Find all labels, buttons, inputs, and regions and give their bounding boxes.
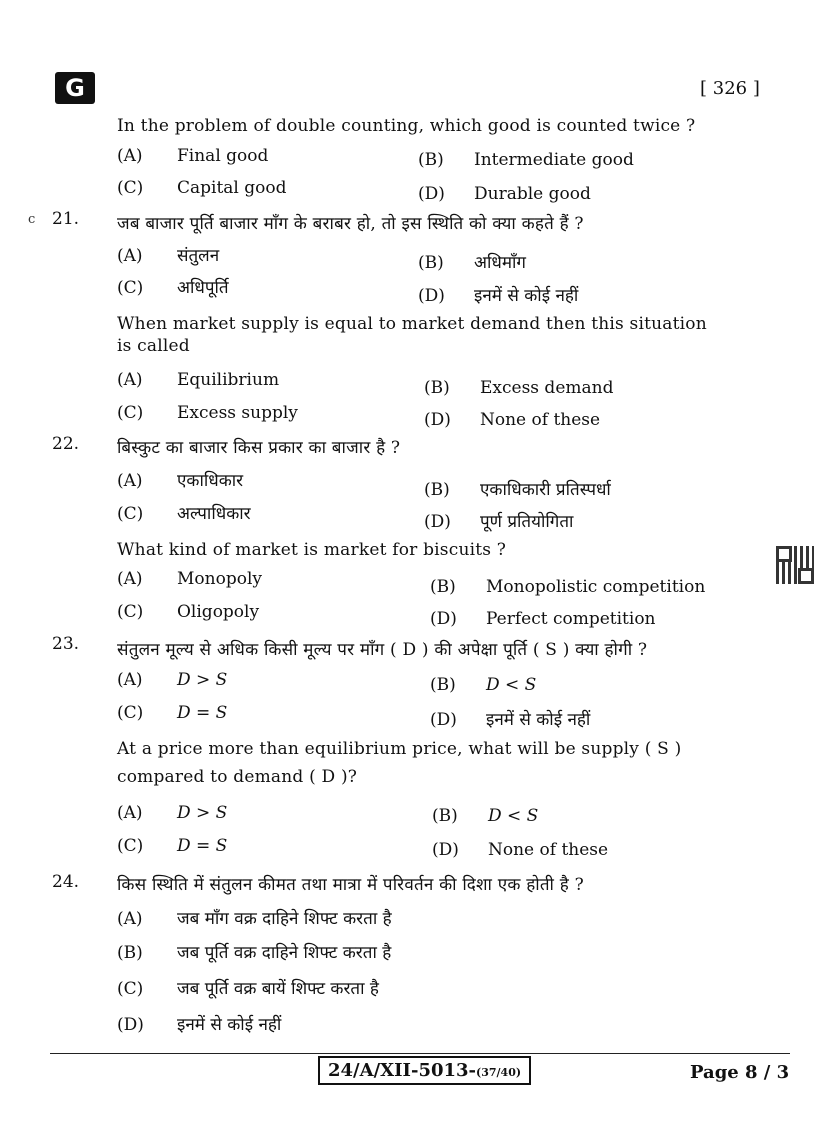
qr-code-icon xyxy=(776,546,814,584)
paper-code: 24/A/XII-5013-(37/40) xyxy=(318,1056,531,1085)
option: (C) Excess supply xyxy=(117,403,298,423)
question-text-hindi: जब बाजार पूर्ति बाजार माँग के बराबर हो, तो इस स्थिति को क्या कहते हैं ? xyxy=(117,214,584,234)
question-number: 21. xyxy=(52,209,80,229)
option: (D) पूर्ण प्रतियोगिता xyxy=(424,512,574,532)
option: (D) इनमें से कोई नहीं xyxy=(430,710,591,730)
question-text: When market supply is equal to market demand then this situation xyxy=(117,314,707,334)
option: (A) Monopoly xyxy=(117,569,262,589)
option: (C) D = S xyxy=(117,836,228,856)
option: (B) अधिमाँग xyxy=(418,253,526,273)
option: (C) D = S xyxy=(117,703,228,723)
option: (B) Intermediate good xyxy=(418,150,634,170)
question-text-hindi: किस स्थिति में संतुलन कीमत तथा मात्रा में परिवर्तन की दिशा एक होती है ? xyxy=(117,875,584,895)
option: (D) इनमें से कोई नहीं xyxy=(117,1015,282,1035)
question-text: compared to demand ( D )? xyxy=(117,767,358,787)
option: (D) None of these xyxy=(424,410,601,430)
option: (C) जब पूर्ति वक्र बायें शिफ्ट करता है xyxy=(117,979,379,999)
series-badge: G xyxy=(55,72,95,104)
option: (C) अधिपूर्ति xyxy=(117,278,229,298)
question-text: At a price more than equilibrium price, what will be supply ( S ) xyxy=(117,739,682,759)
question-number: 23. xyxy=(52,634,80,654)
question-text-hindi: बिस्कुट का बाजार किस प्रकार का बाजार है ? xyxy=(117,438,401,458)
option: (D) इनमें से कोई नहीं xyxy=(418,286,579,306)
page-number: [ 326 ] xyxy=(700,78,760,99)
option: (B) D < S xyxy=(432,806,539,826)
option: (B) Excess demand xyxy=(424,378,614,398)
option: (D) Durable good xyxy=(418,184,591,204)
question-text: In the problem of double counting, which good is counted twice ? xyxy=(117,116,696,136)
option: (A) D > S xyxy=(117,670,228,690)
question-number: 24. xyxy=(52,872,80,892)
option: (C) Oligopoly xyxy=(117,602,260,622)
option: (A) Equilibrium xyxy=(117,370,280,390)
option: (A) संतुलन xyxy=(117,246,220,266)
page-footer: Page 8 / 3 xyxy=(690,1062,790,1083)
option: (A) Final good xyxy=(117,146,269,166)
question-number: 22. xyxy=(52,434,80,454)
option: (C) Capital good xyxy=(117,178,287,198)
option: (D) None of these xyxy=(432,840,609,860)
option: (A) जब माँग वक्र दाहिने शिफ्ट करता है xyxy=(117,909,392,929)
option: (D) Perfect competition xyxy=(430,609,656,629)
option: (A) D > S xyxy=(117,803,228,823)
option: (B) D < S xyxy=(430,675,537,695)
option: (B) Monopolistic competition xyxy=(430,577,706,597)
option: (A) एकाधिकार xyxy=(117,471,244,491)
option: (B) जब पूर्ति वक्र दाहिने शिफ्ट करता है xyxy=(117,943,392,963)
margin-mark: c xyxy=(28,212,36,227)
option: (C) अल्पाधिकार xyxy=(117,504,251,524)
option: (B) एकाधिकारी प्रतिस्पर्धा xyxy=(424,480,611,500)
footer-divider xyxy=(50,1053,790,1054)
question-text-hindi: संतुलन मूल्य से अधिक किसी मूल्य पर माँग ( D ) की अपेक्षा पूर्ति ( S ) क्या होगी ? xyxy=(117,640,648,660)
question-text: What kind of market is market for biscuits ? xyxy=(117,540,507,560)
question-text: is called xyxy=(117,336,190,356)
